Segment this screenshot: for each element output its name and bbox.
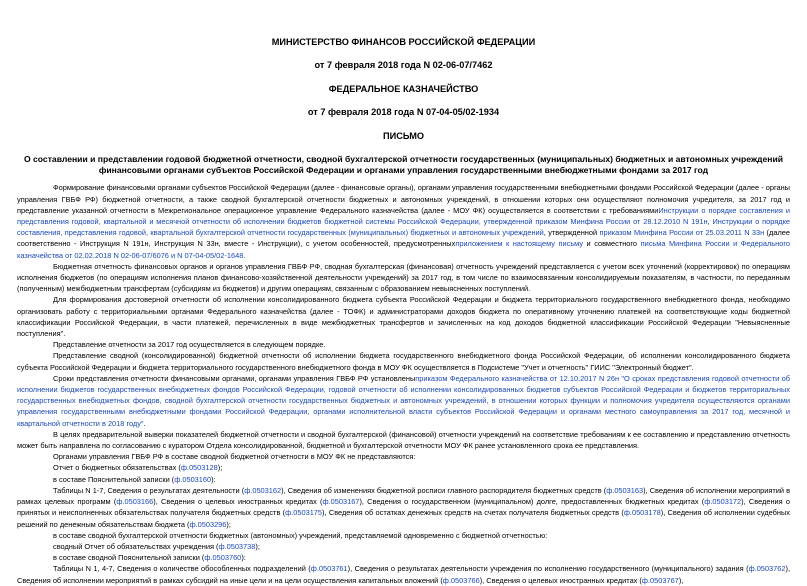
document-link[interactable]: ф.0503178 (623, 508, 661, 518)
document-link[interactable]: Инструкции о порядке составления, представления годовой, квартальной бухгалтерской отчетности государственных (муниципальных) бюджетных и автономных учреждений (17, 217, 790, 238)
document-link[interactable]: ф.0503166 (116, 497, 154, 507)
paragraph-text: ), Сведения об изменениях бюджетной росписи главного распорядителя бюджетных средств ( (281, 485, 607, 495)
document-link[interactable]: приказом Минфина России от 25.03.2011 N 33н (599, 228, 765, 238)
paragraph-text: Представление отчетности за 2017 год осуществляется в следующем порядке. (53, 340, 326, 350)
paragraph-text: сводный Отчет об обязательствах учреждения ( (53, 541, 219, 551)
body-paragraph (17, 182, 790, 260)
paragraph-text: . (243, 250, 246, 260)
body-paragraph (17, 541, 790, 552)
paragraph-text: , утвержденной (543, 228, 600, 238)
document-link[interactable]: ф.0503160 (174, 474, 212, 484)
body-paragraph (17, 474, 790, 485)
paragraph-text: и совместного (583, 239, 641, 249)
paragraph-text: Сроки представления отчетности финансовыми органами, органами управления ГВБФ РФ установлены (53, 373, 416, 383)
paragraph-text: Таблицы N 1-7, Сведения о результатах деятельности ( (53, 485, 245, 495)
paragraph-text: ), Сведения об исполнении мероприятий в рамках целевых программ ( (17, 485, 791, 507)
document-link[interactable]: ф.0503760 (204, 553, 242, 563)
paragraph-text: ), (678, 575, 684, 585)
body-paragraph (17, 261, 790, 295)
paragraph-text: Органами управления ГВБФ РФ в составе сводной бюджетной отчетности в МОУ ФК не представляются: (53, 452, 416, 462)
document-body (17, 182, 790, 585)
paragraph-text: ), Сведения об исполнении судебных решений по денежным обязательствам бюджета ( (17, 508, 790, 529)
body-paragraph (17, 373, 790, 429)
document-link[interactable]: ф.0503163 (606, 485, 644, 495)
paragraph-text: ), Сведения об исполнении мероприятий в рамках субсидий на иные цели и на цели осуществления капитальных вложений ( (17, 564, 790, 585)
ministry-heading: МИНИСТЕРСТВО ФИНАНСОВ РОССИЙСКОЙ ФЕДЕРАЦИИ (271, 37, 536, 47)
paragraph-text: ); (255, 541, 260, 551)
body-paragraph (17, 429, 790, 451)
paragraph-text: (далее соответственно - Инструкция N 191н, Инструкция N 33н, вместе - Инструкции), с учетом особенностей, предусмотренных (17, 228, 790, 249)
paragraph-text: , (707, 217, 713, 227)
paragraph-text: ); (217, 463, 223, 473)
document-link[interactable]: ф.0503162 (244, 485, 282, 495)
ministry-date: от 7 февраля 2018 года N 02-06-07/7462 (314, 60, 493, 70)
document-link[interactable]: ф.0503761 (310, 564, 348, 574)
document-link[interactable]: приказом Федерального казначейства от 12.10.2017 N 26н "О сроках представления годовой отчетности об исполнении бюджетов государственных внебюджетных фондов Российской Федерации, годовой отчетности об исполнении консолидированных бюджетов субъектов Российской Федерации и бюджетов территориальных государственных внебюджетных фондов, сводной бухгалтерской отчетности государственных бюджетных и автономных учреждений, в отношении которых функции и полномочия учредителя осуществляются органами управления государственными внебюджетными фондами Российской Федерации, органами исполнительной власти субъектов Российской Федерации и органами местного самоуправления за 2017 год, месячной и квартальной отчетности в 2018 году" (17, 373, 790, 428)
body-paragraph (17, 552, 790, 563)
document-link[interactable]: ф.0503128 (180, 463, 218, 473)
body-paragraph (17, 563, 790, 585)
document-link[interactable]: ф.0503167 (322, 497, 360, 507)
document-link[interactable]: ф.0503175 (285, 508, 323, 518)
paragraph-text: Представление сводной (консолидированной) бюджетной отчетности об исполнении бюджета государственного внебюджетного фонда Российской Федерации, об исполнении консолидированного бюджета субъекта Российской Федерации и бюджета территориального государственного внебюджетного фонда в МОУ ФК осуществляется в Подсистеме "Учет и отчетность" ГИИС "Электронный бюджет". (17, 351, 790, 372)
paragraph-text: в составе сводной бухгалтерской отчетности бюджетных (автономных) учреждений, представляемой одновременно с бюджетной отчетностью: (53, 530, 548, 540)
paragraph-text: . (143, 418, 146, 428)
body-paragraph (17, 339, 790, 350)
body-paragraph (17, 530, 790, 541)
body-paragraph (17, 462, 790, 473)
body-paragraph (17, 350, 790, 372)
paragraph-text: ): (241, 553, 246, 563)
treasury-heading: ФЕДЕРАЛЬНОЕ КАЗНАЧЕЙСТВО (328, 84, 479, 94)
paragraph-text: ), Сведения об остатках денежных средств на счетах получателя бюджетных средств ( (322, 508, 624, 518)
paragraph-text: ): (211, 474, 216, 484)
body-paragraph (17, 485, 790, 530)
paragraph-text: В целях предварительной выверки показателей бюджетной отчетности и сводной бухгалтерской (финансовой) отчетности учреждений на соответствие требованиям к ее составлению и представлению отчетность может быть направлена по согласованию с куратором Отдела консолидированной, бюджетной и бухгалтерской отчетности МОУ ФК ранее установленного срока ее представления. (17, 429, 790, 451)
paragraph-text: в составе сводной Пояснительной записки ( (53, 553, 205, 563)
body-paragraph (17, 294, 790, 339)
paragraph-text: Формирование финансовыми органами субъектов Российской Федерации (далее - финансовые органы), органами управления государственными внебюджетными фондами Российской Федерации (далее - органы управления ГВБФ РФ) бюджетной отчетности, а также сводной бухгалтерской отчетности бюджетных и автономных учреждений, в отношении которых они осуществляют полномочия учредителя, за 2017 год и представление указанной отчетности в Межрегиональное операционное управление Федерального казначейства (далее - МОУ ФК) осуществляется в соответствии с требованиями (17, 183, 790, 215)
document-link[interactable]: ф.0503767 (641, 575, 679, 585)
paragraph-text: Для формирования достоверной отчетности об исполнении консолидированного бюджета субъекта Российской Федерации и бюджета территориального государственного внебюджетного фонда, необходимо организовать работу с территориальными органами Федерального казначейства (далее - ТОФК) и администраторами доходов бюджета по оперативному уточнению платежей на соответствующие коды бюджетной классификации Российской Федерации, в части платежей, перечисленных в виде межбюджетных трансфертов и зачисленных на код доходов бюджетной классификации Российской Федерации "Невыясненные поступления". (17, 295, 790, 339)
treasury-date: от 7 февраля 2018 года N 07-04-05/02-1934 (307, 107, 500, 117)
body-paragraph (17, 451, 790, 462)
paragraph-text: Таблицы N 1, 4-7, Сведения о количестве обособленных подразделений ( (53, 564, 311, 574)
document-subject: О составлении и представлении годовой бюджетной отчетности, сводной бухгалтерской отчетности государственных (муниципальных) бюджетных и автономных учреждений финансовыми органами субъектов Российской Федерации и органами управления государственными внебюджетными фондами за 2017 год (23, 154, 784, 176)
document-link[interactable]: ф.0503738 (218, 541, 256, 551)
paragraph-text: ), Сведения о целевых иностранных кредитах ( (479, 575, 642, 585)
paragraph-text: Бюджетная отчетность финансовых органов и органов управления ГВБФ РФ, сводная бухгалтерская (финансовая) отчетность учреждений представляется с учетом всех уточнений (корректировок) по операциям исполнения бюджетов (по операциям исполнения планов финансово-хозяйственной деятельности учреждений) за 2017 год, в том числе по взаимосвязанным консолидируемым показателям, в частности, по переданным (полученным) межбюджетным трансфертам (субсидиям из бюджетов) и другим операциям, связанным с образованием невыясненных поступлений. (17, 261, 790, 294)
paragraph-text: ), Сведения о принятых и неисполненных обязательствах получателя бюджетных средств ( (17, 497, 791, 518)
document-link[interactable]: ф.0503172 (704, 497, 742, 507)
document-link[interactable]: ф.0503762 (748, 564, 786, 574)
document-link[interactable]: ф.0503296 (189, 519, 227, 529)
document-link[interactable]: письма Минфина России и Федерального казначейства от 02.02.2018 N 02-06-07/6076 и N 07-04-05/02-1648 (17, 239, 790, 260)
paragraph-text: в составе Пояснительной записки ( (53, 474, 175, 484)
paragraph-text: ), Сведения о государственном (муниципальном) долге, предоставленных бюджетных кредитах ( (359, 497, 705, 507)
document-type: ПИСЬМО (382, 131, 425, 141)
paragraph-text: ), Сведения о целевых иностранных кредитах ( (153, 497, 323, 507)
document-link[interactable]: приложением к настоящему письму (455, 239, 584, 249)
document-link[interactable]: Инструкции о порядке составления и представления годовой, квартальной и месячной отчетности об исполнении бюджетов бюджетной системы Российской Федерации, утвержденной приказом Минфина России от 28.12.2010 N 191н (17, 205, 791, 227)
paragraph-text: ), Сведения о результатах деятельности учреждения по исполнению государственного (муниципального) задания ( (347, 564, 749, 574)
document-link[interactable]: ф.0503766 (442, 575, 480, 585)
paragraph-text: Отчет о бюджетных обязательствах ( (53, 463, 181, 473)
paragraph-text: ); (226, 519, 231, 529)
